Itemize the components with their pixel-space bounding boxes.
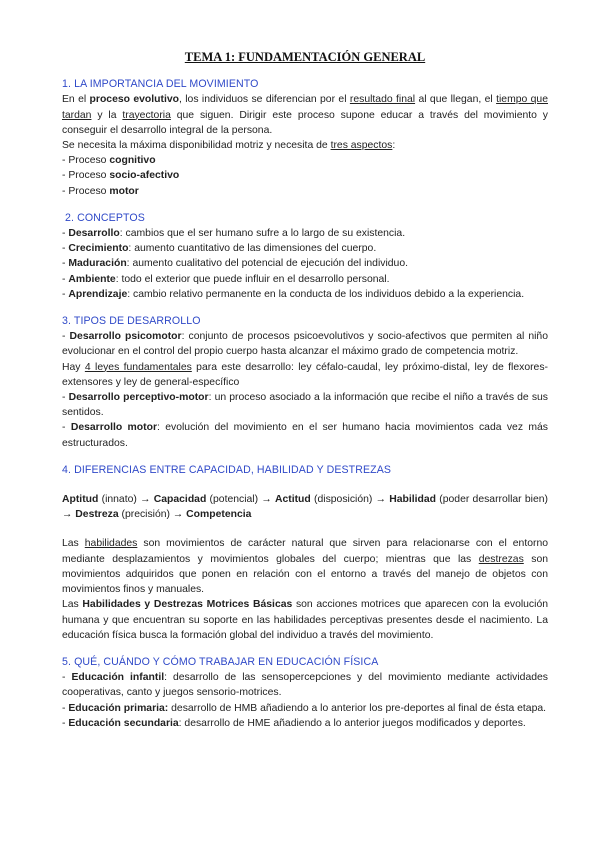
spacer [62, 478, 548, 492]
section-4-chain: Aptitud (innato) → Capacidad (potencial) → Actitud (disposición) → Habilidad (poder desarrollar bien) → Destreza (precisión) → Competencia [62, 494, 548, 521]
list-item: - Proceso socio-afectivo [62, 170, 180, 182]
section-2-heading: 2. CONCEPTOS [65, 211, 145, 224]
section-3-laws-paragraph: Hay 4 leyes fundamentales para este desarrollo: ley céfalo-caudal, ley próximo-distal, ley de flexores-extensores y ley de general-específico [62, 361, 548, 388]
list-item: - Ambiente: todo el exterior que puede influir en el desarrollo personal. [62, 273, 390, 285]
section-1-paragraph-2: Se necesita la máxima disponibilidad motriz y necesita de tres aspectos: [62, 140, 396, 152]
section-3-heading: 3. TIPOS DE DESARROLLO [62, 315, 201, 328]
section-4-paragraph-1: Las habilidades son movimientos de carácter natural que sirven para relacionarse con el entorno mediante desplazamientos y movimientos globales del cuerpo; mientras que las destrezas son movimientos adquiridos que ponen en relación con el entorno a través del manejo de objetos con movimientos finos y manuales. [62, 538, 549, 596]
list-item: - Aprendizaje: cambio relativo permanente en la conducta de los individuos debido a la experiencia. [62, 288, 525, 300]
section-4-paragraph-2: Las Habilidades y Destrezas Motrices Básicas son acciones motrices que aparecen con la evolución humana y que encuentran su soporte en las habilidades perceptivas presentes desde el nacimiento. La educación física busca la formación global del individuo a través del movimiento. [62, 599, 548, 641]
list-item: - Desarrollo psicomotor: conjunto de procesos psicoevolutivos y socio-afectivos que permiten al niño evolucionar en el control del propio cuerpo hasta alcanzar el máximo grado de competencia motriz. [62, 331, 548, 358]
list-item: - Crecimiento: aumento cuantitativo de las dimensiones del cuerpo. [62, 243, 377, 255]
section-1-paragraph-1: En el proceso evolutivo, los individuos se diferencian por el resultado final al que llegan, el tiempo que tardan y la trayectoria que siguen. Dirigir este proceso supone educar a través del movimiento y conseguir el desarrollo integral de la persona. [62, 94, 548, 136]
spacer [62, 522, 548, 536]
section-5-heading: 5. QUÉ, CUÁNDO Y CÓMO TRABAJAR EN EDUCACIÓN FÍSICA [62, 655, 379, 668]
list-item: - Desarrollo: cambios que el ser humano sufre a lo largo de su existencia. [62, 228, 406, 240]
list-item: - Maduración: aumento cualitativo del potencial de ejecución del individuo. [62, 258, 408, 270]
list-item: - Educación primaria: desarrollo de HMB añadiendo a lo anterior los pre-deportes al final de ésta etapa. [62, 702, 547, 714]
list-item: - Educación secundaria: desarrollo de HME añadiendo a lo anterior juegos modificados y deportes. [62, 717, 526, 729]
section-1-heading: 1. LA IMPORTANCIA DEL MOVIMIENTO [62, 78, 259, 91]
list-item: - Desarrollo perceptivo-motor: un proceso asociado a la información que recibe el niño a través de sus sentidos. [62, 392, 548, 419]
list-item: - Educación infantil: desarrollo de las sensopercepciones y del movimiento mediante actividades cooperativas, canto y juegos sensorio-motrices. [62, 672, 548, 699]
document-title: TEMA 1: FUNDAMENTACIÓN GENERAL [184, 50, 426, 64]
list-item: - Proceso cognitivo [62, 155, 156, 167]
list-item: - Desarrollo motor: evolución del movimiento en el ser humano hacia movimientos cada vez más estructurados. [62, 422, 549, 449]
section-4-heading: 4. DIFERENCIAS ENTRE CAPACIDAD, HABILIDAD Y DESTREZAS [62, 463, 392, 476]
list-item: - Proceso motor [62, 185, 139, 197]
